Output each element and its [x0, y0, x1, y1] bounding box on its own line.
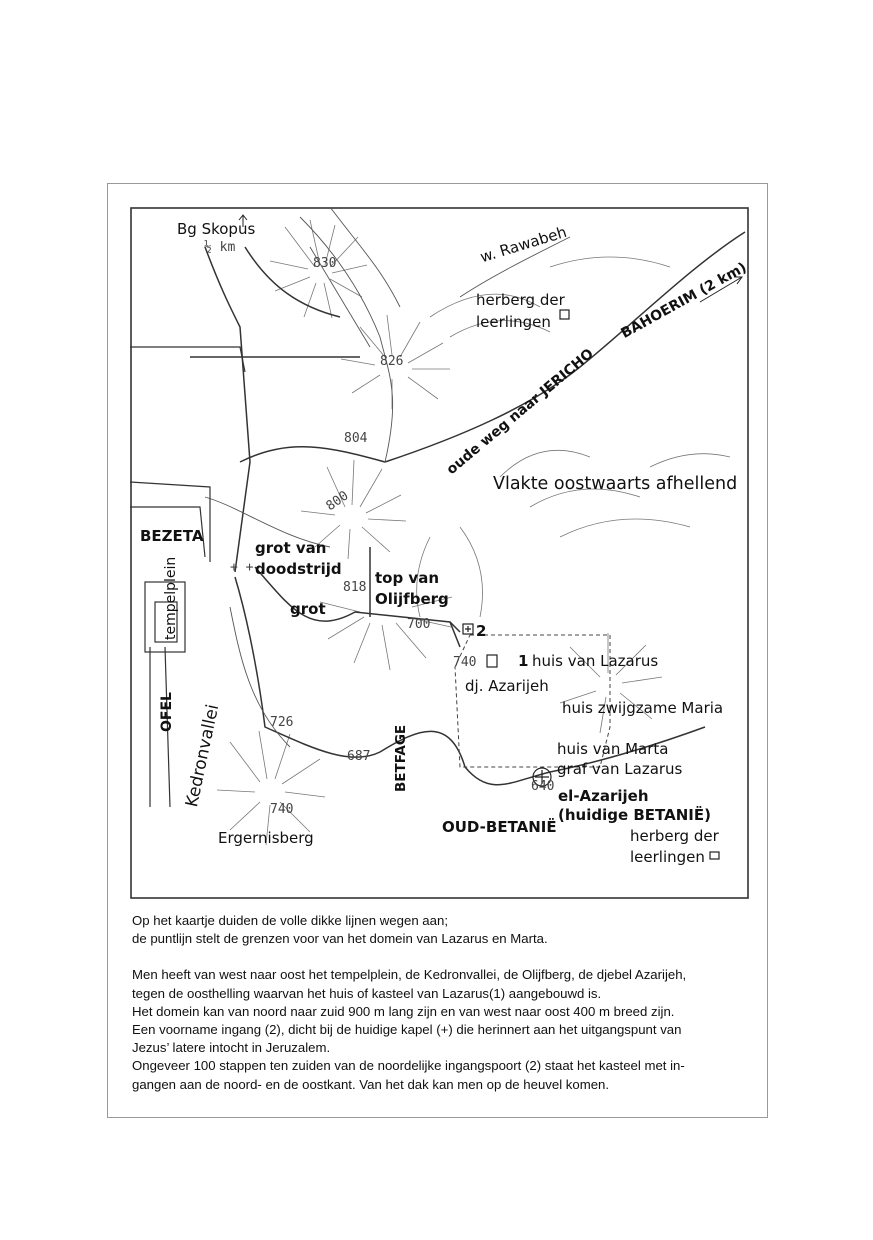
label-el-azarijeh: el-Azarijeh — [558, 787, 649, 805]
label-oud-betanie: OUD-BETANIË — [442, 818, 557, 836]
label-marker-2: 2 — [476, 622, 487, 640]
label-huis-lazarus: huis van Lazarus — [532, 652, 659, 670]
road-west — [205, 247, 250, 572]
label-betfage: BETFAGE — [393, 724, 409, 792]
caption-line: gangen aan de noord- en de oostkant. Van het dak kan men op de heuvel komen. — [132, 1076, 610, 1092]
label-graf-lazarus: graf van Lazarus — [557, 760, 683, 778]
inn-marker-2 — [710, 852, 719, 859]
elevation-726: 726 — [270, 715, 294, 730]
label-skopus: Bg Skopus — [177, 220, 256, 238]
label-dj-azarijeh: dj. Azarijeh — [465, 677, 549, 695]
label-herberg-1-line1: herberg der — [476, 291, 565, 309]
elevation-830: 830 — [313, 256, 337, 271]
label-top-line2: Olijfberg — [375, 590, 449, 608]
elevation-640: 640 — [531, 779, 555, 794]
road-804 — [240, 447, 385, 462]
elevation-818: 818 — [343, 580, 367, 595]
elevation-740-a: 740 — [453, 655, 477, 670]
caption-line: Op het kaartje duiden de volle dikke lijnen wegen aan; — [132, 913, 448, 928]
hill-ergernisberg — [217, 731, 325, 845]
road-jericho — [385, 232, 745, 462]
label-kedronvallei: Kedronvallei — [182, 702, 224, 809]
label-herberg-2-line2: leerlingen — [630, 848, 705, 866]
label-huidige-betanie: (huidige BETANIË) — [558, 806, 711, 824]
label-grot-doodstrijd-line1: grot van — [255, 539, 327, 557]
elevation-804: 804 — [344, 431, 368, 446]
label-jericho-road: oude weg naar JERICHO — [443, 345, 597, 479]
chapel-cross — [465, 626, 471, 632]
caption-line: tegen de oosthelling waarvan het huis of kasteel van Lazarus(1) aangebouwd is. — [132, 985, 602, 1001]
lazarus-house-marker — [487, 655, 497, 667]
label-rawabeh: w. Rawabeh — [478, 222, 569, 267]
label-tempelplein: tempelplein — [163, 556, 179, 640]
label-bezeta: BEZETA — [140, 527, 204, 545]
city-wall — [130, 347, 245, 807]
elevation-740-b: 740 — [270, 802, 294, 817]
road-e — [450, 622, 460, 647]
label-herberg-1-line2: leerlingen — [476, 313, 551, 331]
elevation-826: 826 — [380, 354, 404, 369]
caption-line: Een voorname ingang (2), dicht bij de huidige kapel (+) die herinnert aan het uitgangspunt van — [132, 1022, 682, 1038]
label-top-line1: top van — [375, 569, 440, 587]
label-grot: grot — [290, 600, 326, 618]
caption-line: de puntlijn stelt de grenzen voor van het domein van Lazarus en Marta. — [132, 931, 548, 947]
label-skopus-distance: ½ km — [204, 240, 236, 255]
label-huis-maria: huis zwijgzame Maria — [562, 699, 724, 717]
hill-east — [560, 633, 662, 733]
label-vlakte: Vlakte oostwaarts afhellend — [493, 474, 738, 494]
label-herberg-2-line1: herberg der — [630, 827, 719, 845]
label-ofel: OFEL — [159, 692, 175, 732]
caption-line: Jezus’ latere intocht in Jeruzalem. — [132, 1040, 331, 1056]
caption-line: Ongeveer 100 stappen ten zuiden van de noordelijke ingangspoort (2) staat het kasteel met in- — [132, 1058, 685, 1074]
label-ergernisberg: Ergernisberg — [218, 829, 314, 847]
label-marker-1: 1 — [518, 652, 529, 670]
valley-3 — [330, 207, 400, 307]
map — [130, 207, 749, 900]
elevation-700: 700 — [407, 617, 431, 632]
label-bahoerim: BAHOERIM (2 km) — [618, 259, 750, 342]
elevation-687: 687 — [347, 749, 371, 764]
caption-line: Men heeft van west naar oost het tempelplein, de Kedronvallei, de Olijfberg, de djebel Azarijeh, — [132, 967, 687, 983]
inn-marker-1 — [560, 310, 569, 319]
crosses-doodstrijd: + + — [230, 560, 254, 575]
caption — [132, 912, 757, 1094]
elevation-800: 800 — [323, 488, 352, 515]
label-huis-marta: huis van Marta — [557, 740, 669, 758]
caption-line: Het domein kan van noord naar zuid 900 m lang zijn en van west naar oost 400 m breed zijn. — [132, 1003, 675, 1019]
label-grot-doodstrijd-line2: doodstrijd — [255, 560, 342, 578]
